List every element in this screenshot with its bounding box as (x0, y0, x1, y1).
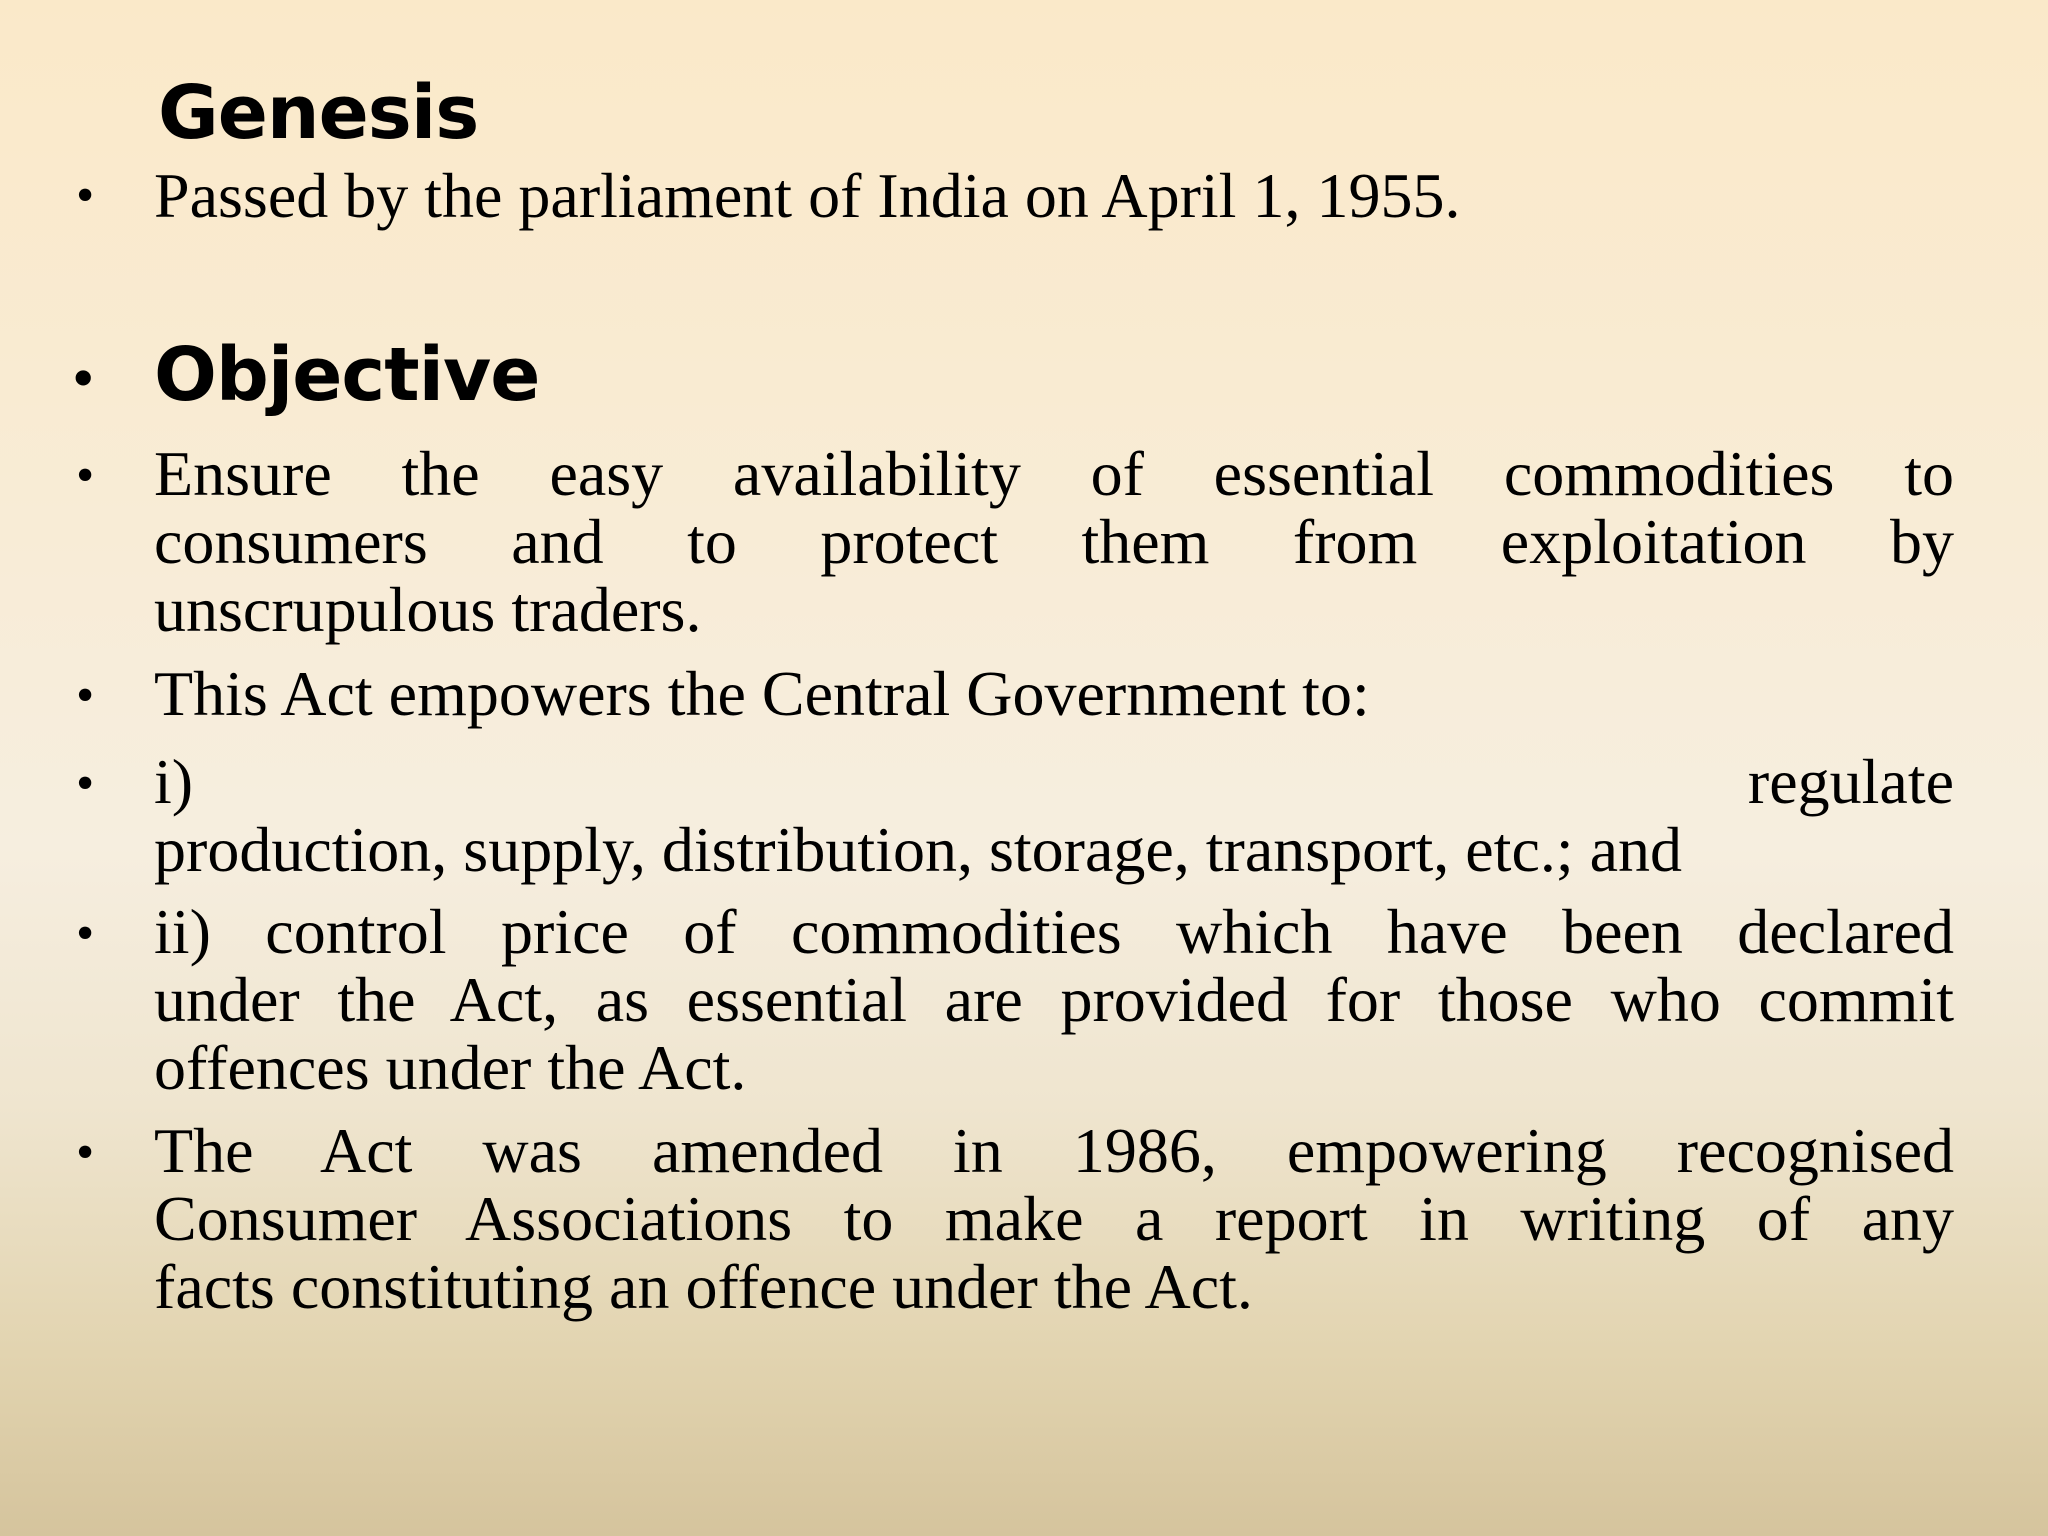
bullet-line: unscrupulous traders. (154, 574, 702, 645)
bullet-line: production, supply, distribution, storage, transport, etc.; and (154, 814, 1683, 885)
bullet-line: offences under the Act. (154, 1032, 747, 1103)
bullet-line: The Act was amended in 1986, empowering recognised (154, 1115, 1954, 1186)
objective-bullet-4 (154, 898, 1954, 1102)
bullet-icon: • (76, 1124, 95, 1181)
bullet-line: i) regulate (154, 746, 1954, 817)
objective-bullet-1 (154, 440, 1954, 644)
bullet-line: Ensure the easy availability of essential commodities to (154, 438, 1954, 509)
bullet-line: Consumer Associations to make a report in writing of any (154, 1183, 1954, 1254)
bullet-line: under the Act, as essential are provided for those who commit (154, 964, 1954, 1035)
bullet-icon: • (76, 447, 95, 504)
objective-bullet-3 (154, 748, 1954, 884)
objective-bullet-2 (154, 660, 1954, 728)
objective-heading: Objective (154, 332, 540, 418)
bullet-icon: • (76, 755, 95, 812)
bullet-line: facts constituting an offence under the Act. (154, 1251, 1253, 1322)
genesis-heading: Genesis (158, 70, 479, 156)
bullet-icon: • (76, 167, 95, 224)
bullet-line: consumers and to protect them from exploitation by (154, 506, 1954, 577)
bullet-icon: • (76, 667, 95, 724)
bullet-icon: • (76, 905, 95, 962)
bullet-line: This Act empowers the Central Government to: (154, 658, 1370, 729)
bullet-icon: • (72, 342, 95, 413)
objective-bullet-5 (154, 1117, 1954, 1321)
genesis-bullet-text: Passed by the parliament of India on April 1, 1955. (154, 160, 1461, 231)
bullet-line: ii) control price of commodities which have been declared (154, 896, 1954, 967)
